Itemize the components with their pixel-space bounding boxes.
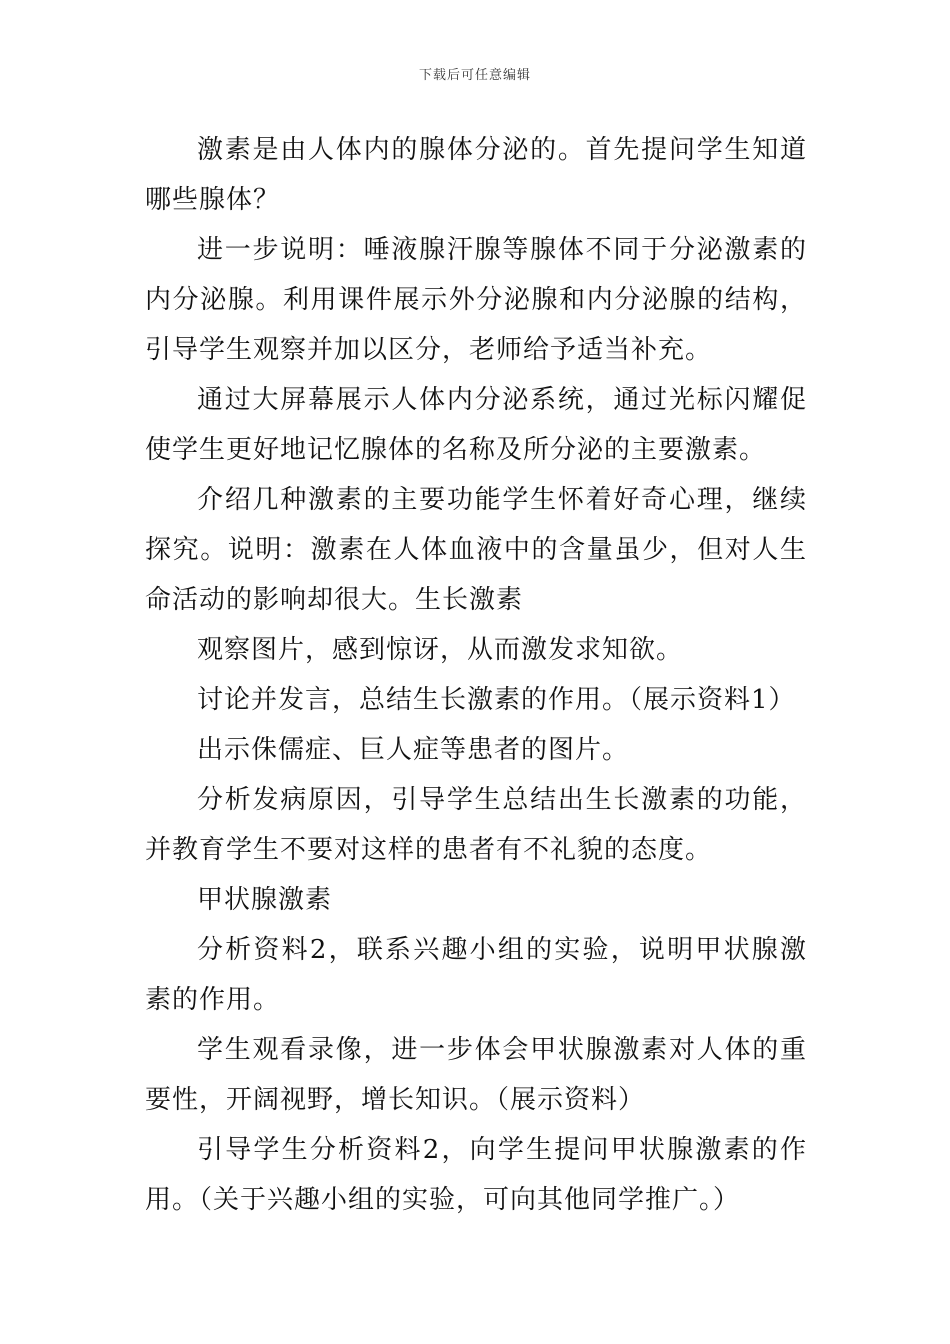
paragraph: 讨论并发言，总结生长激素的作用。（展示资料1） [197, 685, 796, 715]
paragraph: 进一步说明：唾液腺汗腺等腺体不同于分泌激素的内分泌腺。利用课件展示外分泌腺和内分泌腺的结构，引导学生观察并加以区分，老师给予适当补充。 [145, 235, 807, 365]
paragraph: 学生观看录像，进一步体会甲状腺激素对人体的重要性，开阔视野，增长知识。（展示资料） [145, 1035, 807, 1115]
paragraph: 激素是由人体内的腺体分泌的。首先提问学生知道哪些腺体？ [145, 135, 807, 215]
body-text [145, 125, 807, 1225]
paragraph: 通过大屏幕展示人体内分泌系统，通过光标闪耀促使学生更好地记忆腺体的名称及所分泌的主要激素。 [145, 385, 807, 465]
paragraph: 分析发病原因，引导学生总结出生长激素的功能，并教育学生不要对这样的患者有不礼貌的态度。 [145, 785, 807, 865]
paragraph: 介绍几种激素的主要功能学生怀着好奇心理，继续探究。说明：激素在人体血液中的含量虽少，但对人生命活动的影响却很大。生长激素 [145, 485, 807, 615]
paragraph: 出示侏儒症、巨人症等患者的图片。 [197, 735, 630, 765]
paragraph: 引导学生分析资料2，向学生提问甲状腺激素的作用。（关于兴趣小组的实验，可向其他同学推广。） [145, 1135, 807, 1215]
section-heading: 甲状腺激素 [197, 885, 333, 915]
paragraph: 观察图片，感到惊讶，从而激发求知欲。 [197, 635, 684, 665]
paragraph: 分析资料2，联系兴趣小组的实验，说明甲状腺激素的作用。 [145, 935, 807, 1015]
page-header: 下载后可任意编辑 [418, 68, 531, 83]
